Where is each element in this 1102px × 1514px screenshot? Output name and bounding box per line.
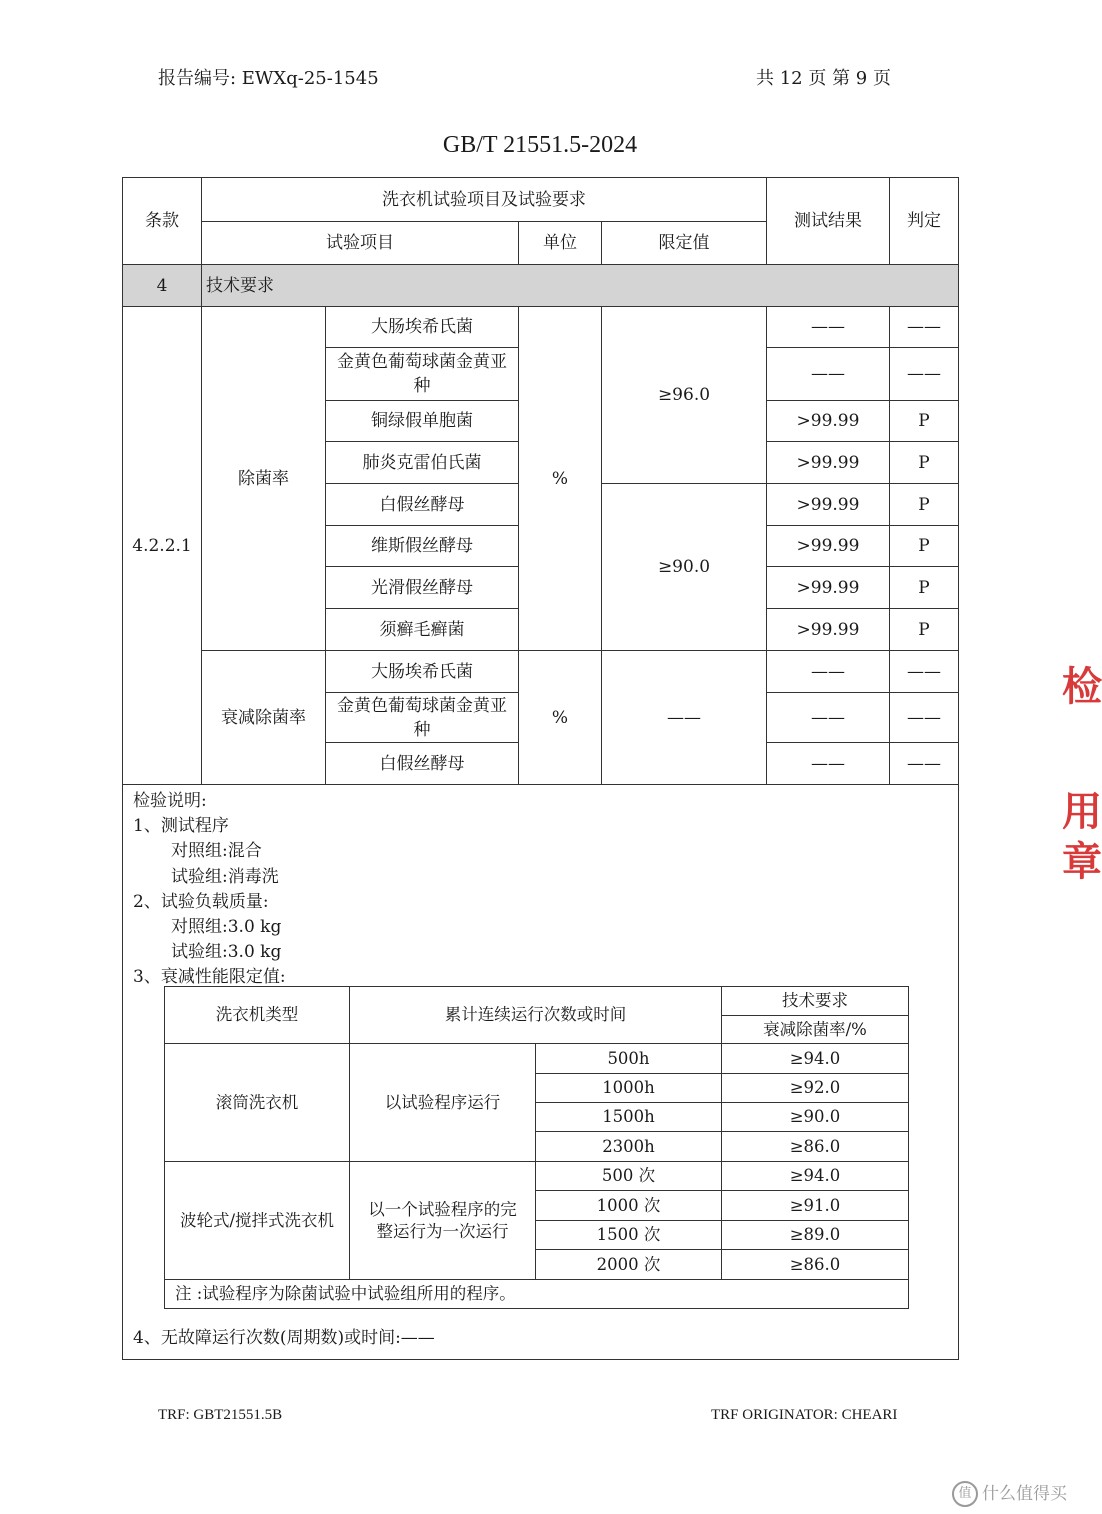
- standard-title: GB/T 21551.5-2024: [442, 132, 638, 158]
- rate-limit: ≥90.0: [722, 1103, 909, 1132]
- header-limit: 限定值: [602, 222, 767, 265]
- verdict-value: P: [890, 484, 959, 526]
- verdict-value: ——: [890, 348, 959, 401]
- limit-value: ≥96.0: [602, 307, 767, 484]
- attenuation-limit-table: [164, 986, 909, 1309]
- test-item: 光滑假丝酵母: [326, 567, 519, 609]
- result-value: ——: [767, 743, 890, 785]
- limit-value: ——: [602, 651, 767, 785]
- red-stamp-fragment: 检: [1062, 663, 1102, 710]
- page-info: 共 12 页 第 9 页: [756, 68, 891, 89]
- header-clause: 条款: [123, 178, 202, 265]
- machine-type: 波轮式/搅拌式洗衣机: [165, 1162, 350, 1280]
- run-count: 2000 次: [536, 1250, 722, 1280]
- table-row: [123, 651, 959, 693]
- run-count: 2300h: [536, 1132, 722, 1162]
- header-requirements: 洗衣机试验项目及试验要求: [202, 178, 767, 222]
- header-result: 测试结果: [767, 178, 890, 265]
- note-line: 试验组:消毒洗: [171, 866, 279, 887]
- result-value: >99.99: [767, 442, 890, 484]
- run-count: 1500 次: [536, 1221, 722, 1250]
- trf-originator: TRF ORIGINATOR: CHEARI: [711, 1407, 898, 1423]
- run-count: 500 次: [536, 1162, 722, 1191]
- result-value: >99.99: [767, 609, 890, 651]
- header-item: 试验项目: [202, 222, 519, 265]
- note-line: 试验组:3.0 kg: [171, 942, 282, 963]
- note-line: 2、试验负载质量:: [133, 891, 269, 912]
- section-title: 技术要求: [202, 265, 959, 307]
- red-stamp-fragment: 用: [1062, 788, 1102, 835]
- rate-limit: ≥91.0: [722, 1191, 909, 1221]
- unit-value: %: [519, 651, 602, 785]
- verdict-value: ——: [890, 307, 959, 348]
- red-stamp-fragment: 章: [1062, 838, 1102, 885]
- rate-limit: ≥89.0: [722, 1221, 909, 1250]
- verdict-value: P: [890, 442, 959, 484]
- verdict-value: P: [890, 609, 959, 651]
- note-line: 1、测试程序: [133, 816, 229, 837]
- test-item: 金黄色葡萄球菌金黄亚种: [326, 693, 519, 743]
- verdict-value: ——: [890, 651, 959, 693]
- report-number: 报告编号: EWXq-25-1545: [158, 68, 379, 89]
- table-row: [123, 307, 959, 348]
- notes-title: 检验说明:: [133, 791, 207, 811]
- result-value: ——: [767, 348, 890, 401]
- test-item: 大肠埃希氏菌: [326, 307, 519, 348]
- table-row: [165, 1162, 909, 1191]
- rate-limit: ≥86.0: [722, 1250, 909, 1280]
- header-runs: 累计连续运行次数或时间: [350, 987, 722, 1044]
- note-line: 4、无故障运行次数(周期数)或时间:——: [133, 1327, 435, 1348]
- run-mode: 以试验程序运行: [350, 1044, 536, 1162]
- test-item: 大肠埃希氏菌: [326, 651, 519, 693]
- limit-value: ≥90.0: [602, 484, 767, 651]
- test-item: 须癣毛癣菌: [326, 609, 519, 651]
- result-value: ——: [767, 693, 890, 743]
- watermark: [952, 1479, 1067, 1507]
- result-value: >99.99: [767, 526, 890, 567]
- test-item: 金黄色葡萄球菌金黄亚种: [326, 348, 519, 401]
- run-mode: 以一个试验程序的完整运行为一次运行: [350, 1162, 536, 1280]
- unit-value: %: [519, 307, 602, 651]
- note-line: 对照组:3.0 kg: [171, 916, 282, 937]
- group-name: 除菌率: [202, 307, 326, 651]
- result-value: >99.99: [767, 567, 890, 609]
- machine-type: 滚筒洗衣机: [165, 1044, 350, 1162]
- clause-number: 4.2.2.1: [123, 307, 202, 785]
- rate-limit: ≥94.0: [722, 1162, 909, 1191]
- rate-limit: ≥94.0: [722, 1044, 909, 1074]
- section-number: 4: [123, 265, 202, 307]
- trf-code: TRF: GBT21551.5B: [158, 1407, 283, 1423]
- result-value: >99.99: [767, 401, 890, 442]
- run-count: 500h: [536, 1044, 722, 1074]
- note-line: 3、衰减性能限定值:: [133, 967, 286, 988]
- run-count: 1500h: [536, 1103, 722, 1132]
- rate-limit: ≥92.0: [722, 1074, 909, 1103]
- note-line: 对照组:混合: [171, 841, 262, 862]
- verdict-value: P: [890, 526, 959, 567]
- result-value: ——: [767, 651, 890, 693]
- limit-table-note: 注 :试验程序为除菌试验中试验组所用的程序。: [165, 1280, 909, 1309]
- test-item: 白假丝酵母: [326, 484, 519, 526]
- section-row: [123, 265, 959, 307]
- test-item: 白假丝酵母: [326, 743, 519, 785]
- verdict-value: ——: [890, 743, 959, 785]
- header-attenuation-rate: 衰减除菌率/%: [722, 1016, 909, 1044]
- result-value: >99.99: [767, 484, 890, 526]
- run-count: 1000h: [536, 1074, 722, 1103]
- watermark-logo-icon: 值: [952, 1481, 978, 1507]
- verdict-value: P: [890, 567, 959, 609]
- verdict-value: P: [890, 401, 959, 442]
- header-tech-req: 技术要求: [722, 987, 909, 1016]
- verdict-value: ——: [890, 693, 959, 743]
- header-verdict: 判定: [890, 178, 959, 265]
- result-value: ——: [767, 307, 890, 348]
- table-row: [165, 1044, 909, 1074]
- test-item: 肺炎克雷伯氏菌: [326, 442, 519, 484]
- header-machine-type: 洗衣机类型: [165, 987, 350, 1044]
- watermark-text: 什么值得买: [982, 1484, 1067, 1504]
- group-name: 衰减除菌率: [202, 651, 326, 785]
- test-item: 维斯假丝酵母: [326, 526, 519, 567]
- run-count: 1000 次: [536, 1191, 722, 1221]
- rate-limit: ≥86.0: [722, 1132, 909, 1162]
- header-unit: 单位: [519, 222, 602, 265]
- test-item: 铜绿假单胞菌: [326, 401, 519, 442]
